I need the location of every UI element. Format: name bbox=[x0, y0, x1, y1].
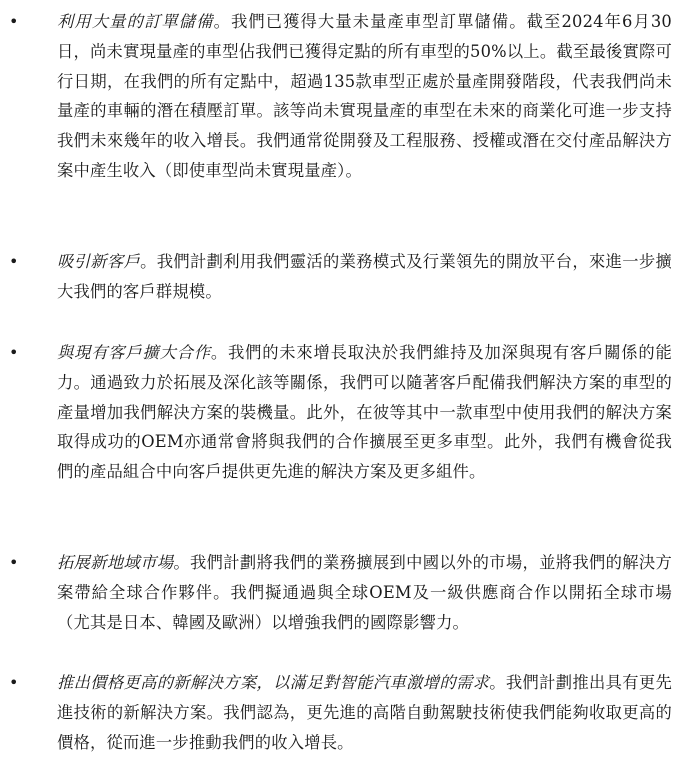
list-item-body: 。我們計劃推出具有更先進技術的新解決方案。我們認為，更先進的高階自動駕駛技術使我們能夠收取更高的價格，從而進一步推動我們的收入增長。 bbox=[57, 673, 673, 752]
bullet-icon: • bbox=[9, 252, 19, 271]
list-item-lead: 吸引新客戶 bbox=[57, 252, 141, 271]
list-item-body: 。我們計劃利用我們靈活的業務模式及行業領先的開放平台，來進一步擴大我們的客戶群規模。 bbox=[57, 252, 672, 301]
list-item-lead: 利用大量的訂單儲備 bbox=[57, 12, 214, 31]
list-item-lead: 與現有客戶擴大合作 bbox=[57, 343, 211, 362]
list-item-body: 。我們已獲得大量未量產車型訂單儲備。截至2024年6月30日，尚未實現量產的車型佔我們已獲得定點的所有車型的50%以上。截至最後實際可行日期，在我們的所有定點中，超過135款車型正處於量產開發階段，代表我們尚未量產的車輛的潛在積壓訂單。該等尚未實現量產的車型在未來的商業化可進一步支持我們未來幾年的收入增長。我們通常從開發及工程服務、授權或潛在交付產品解決方案中產生收入（即使車型尚未實現量產）。 bbox=[57, 12, 672, 180]
list-item-text bbox=[57, 668, 672, 757]
list-item-text bbox=[57, 548, 672, 637]
list-item-body: 。我們的未來增長取決於我們維持及加深與現有客戶關係的能力。通過致力於拓展及深化該等關係，我們可以隨著客戶配備我們解決方案的車型的產量增加我們解決方案的裝機量。此外，在彼等其中一款車型中使用我們的解決方案取得成功的OEM亦通常會將與我們的合作擴展至更多車型。此外，我們有機會從我們的產品組合中向客戶提供更先進的解決方案及更多組件。 bbox=[57, 343, 672, 482]
bullet-icon: • bbox=[9, 553, 19, 572]
list-item-text bbox=[57, 338, 672, 487]
list-item-lead: 拓展新地域市場 bbox=[57, 553, 174, 572]
bullet-icon: • bbox=[9, 343, 19, 362]
list-item-body: 。我們計劃將我們的業務擴展到中國以外的市場，並將我們的解決方案帶給全球合作夥伴。我們擬通過與全球OEM及一級供應商合作以開拓全球市場（尤其是日本、韓國及歐洲）以增強我們的國際影響力。 bbox=[57, 553, 672, 632]
list-item-text bbox=[57, 7, 672, 186]
list-item-text bbox=[57, 247, 672, 307]
list-item-lead: 推出價格更高的新解決方案，以滿足對智能汽車激增的需求 bbox=[57, 673, 490, 692]
bullet-icon: • bbox=[9, 12, 19, 31]
bullet-icon: • bbox=[9, 673, 19, 692]
